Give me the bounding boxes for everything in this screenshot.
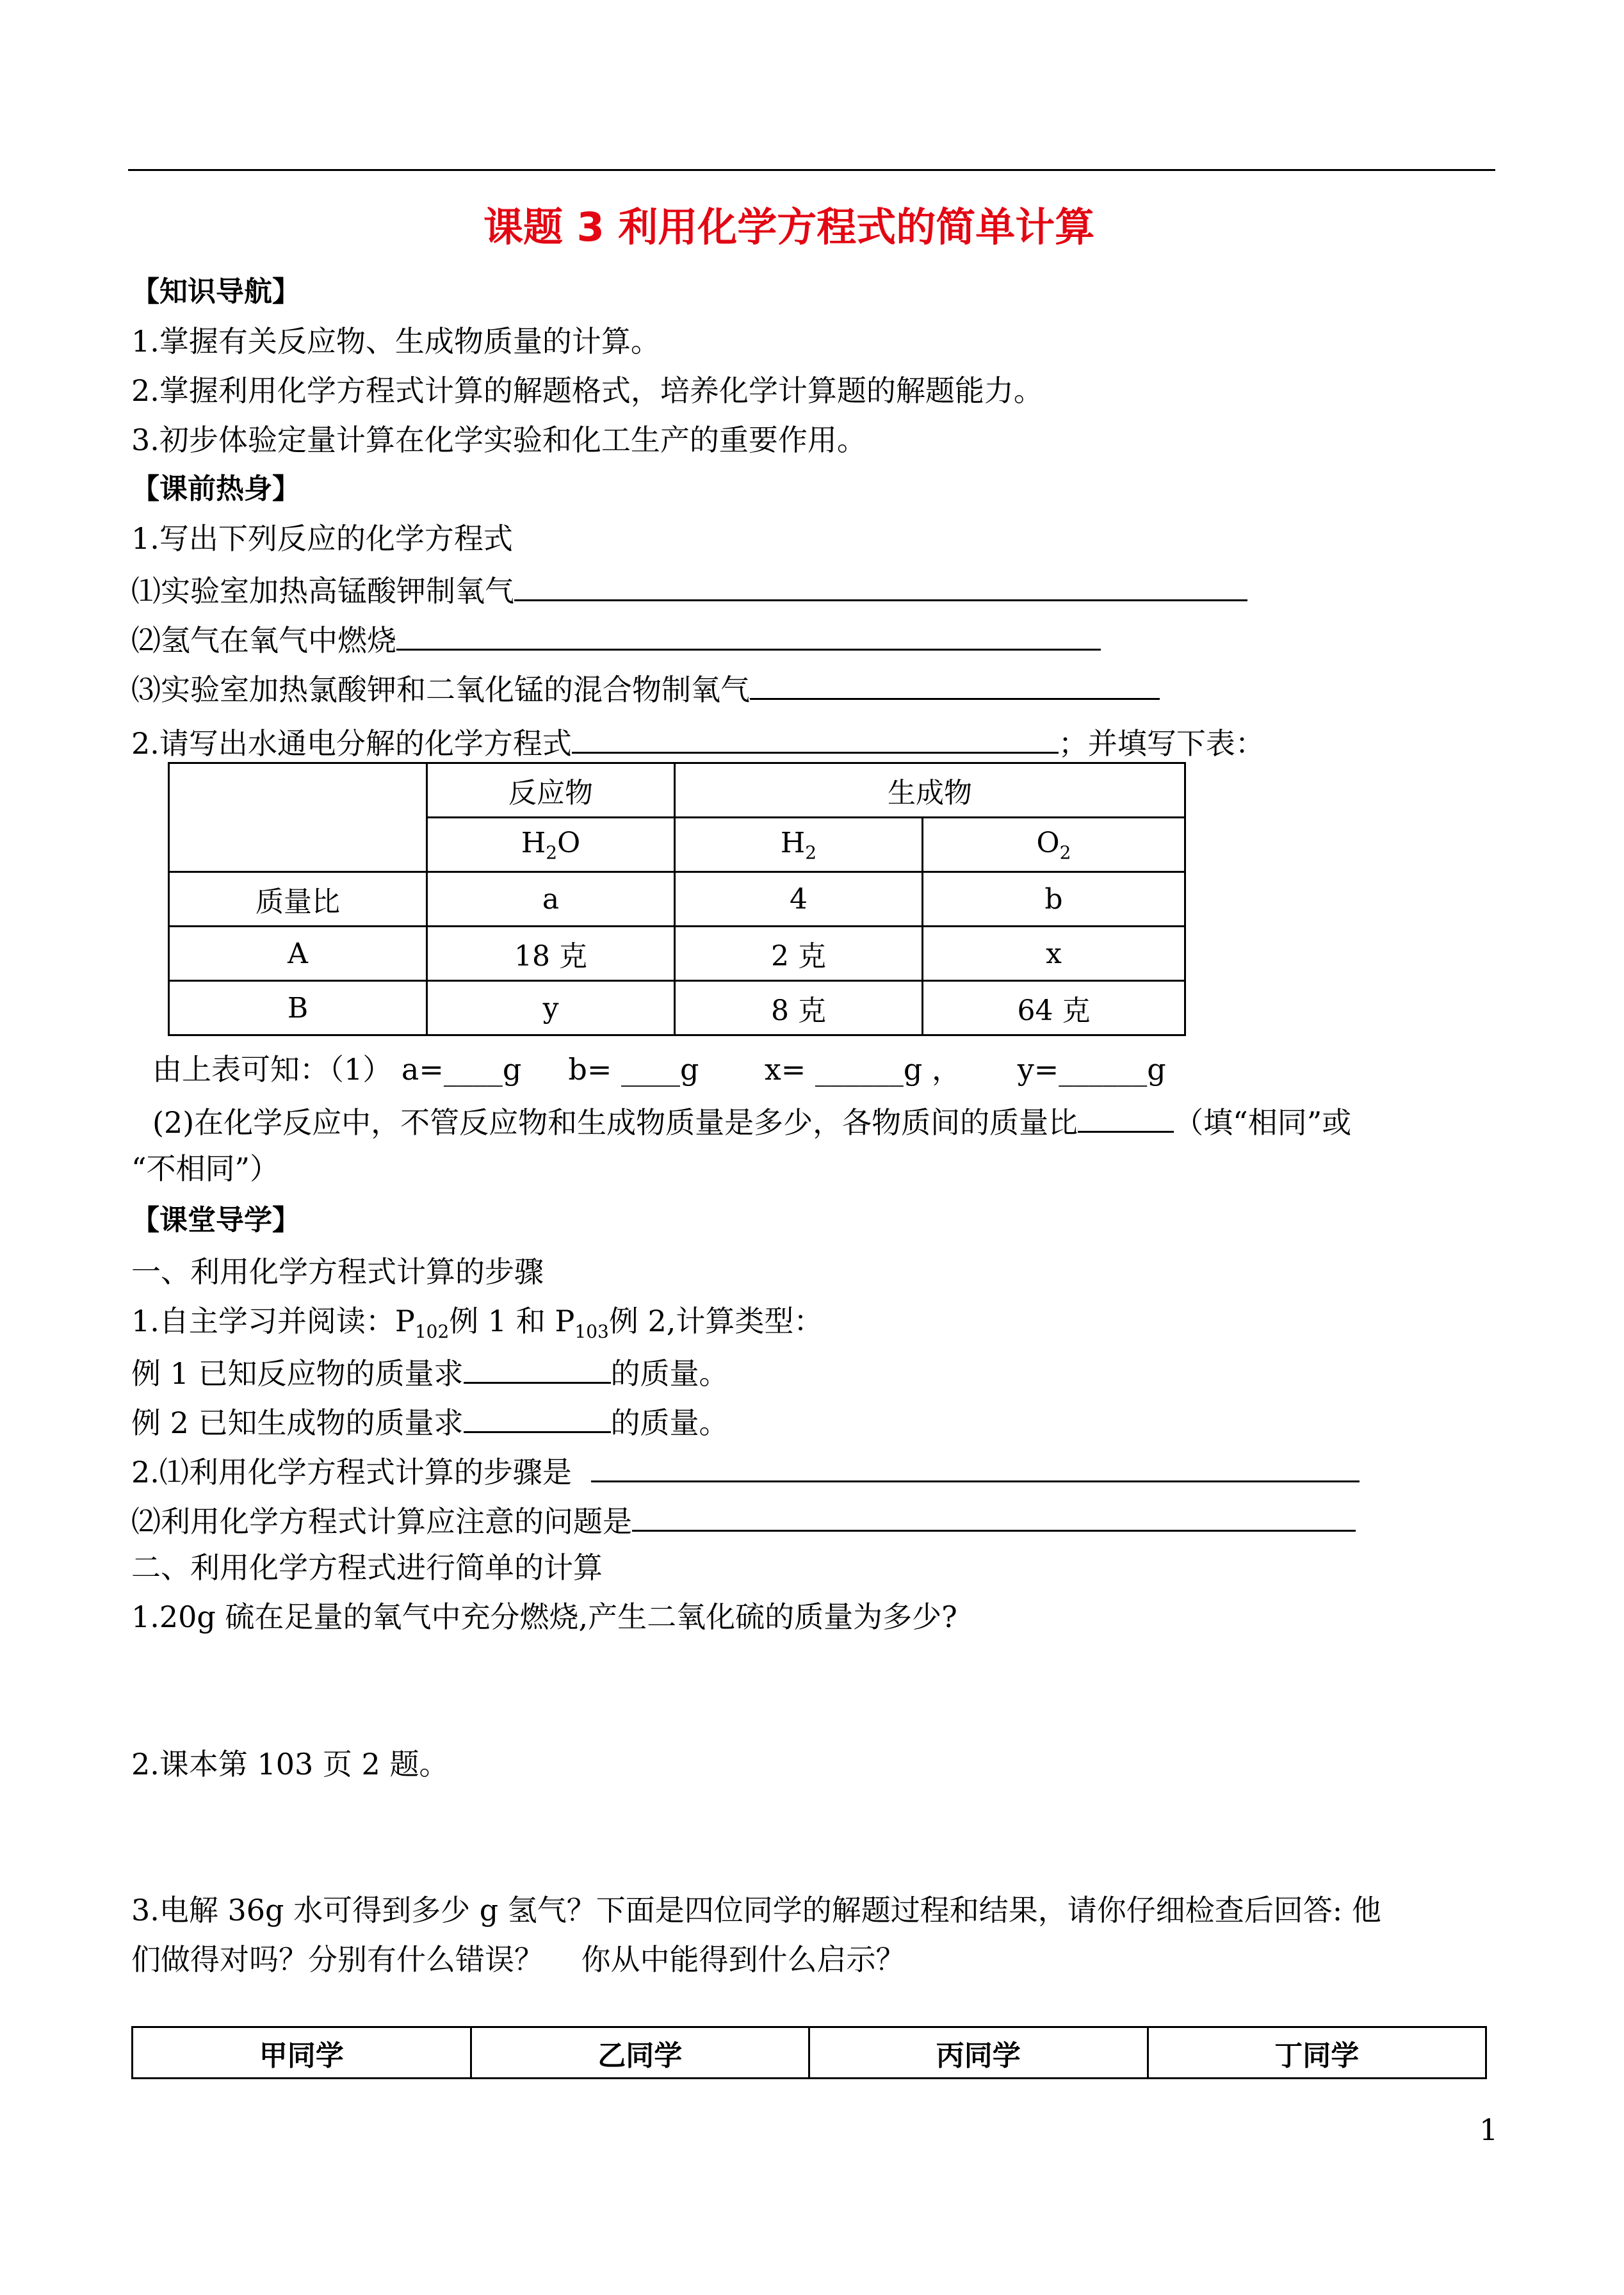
guide-example-1: 例 1 已知反应物的质量求 的质量。 [131, 1352, 729, 1391]
formula-h2o: $H_2O$ [427, 818, 675, 872]
answer-blank[interactable] [572, 722, 1059, 754]
student-header: 丁同学 [1148, 2027, 1486, 2079]
warmup-q1-b [131, 619, 1101, 658]
cell: 8 克 [675, 981, 923, 1035]
warmup-q1: 1.写出下列反应的化学方程式 [131, 521, 513, 556]
student-header: 甲同学 [133, 2027, 471, 2079]
student-header: 乙同学 [471, 2027, 809, 2079]
answer-blank[interactable] [750, 669, 1160, 700]
conclusion-2-text: (2)在化学反应中，不管反应物和生成物质量是多少，各物质间的质量比 [152, 1105, 1078, 1140]
header-product: 生成物 [675, 763, 1185, 818]
section-warmup: 【课前热身】 [131, 473, 300, 505]
guide-p2-q3-line2: 们做得对吗？分别有什么错误？ 你从中能得到什么启示？ [131, 1942, 905, 1977]
guide-p2-q2: 2.课本第 103 页 2 题。 [131, 1747, 449, 1781]
cell: b [923, 872, 1185, 927]
cell: 2 克 [675, 927, 923, 981]
mass-ratio-table [168, 762, 1186, 1036]
answer-blank[interactable] [464, 1402, 611, 1433]
guide-p1-q2b: ⑵利用化学方程式计算应注意的问题是 [131, 1500, 1356, 1539]
cell: 18 克 [427, 927, 675, 981]
answer-blank[interactable] [464, 1352, 611, 1384]
guide-p2-q3-line1: 3.电解 36g 水可得到多少 g 氢气？下面是四位同学的解题过程和结果，请你仔细检查后回答: 他 [131, 1893, 1381, 1927]
page-title: 课题 3 利用化学方程式的简单计算 [483, 204, 1095, 250]
guide-p1-q2a: 2.⑴利用化学方程式计算的步骤是 [131, 1451, 1360, 1490]
cell: 64 克 [923, 981, 1185, 1035]
warmup-q1-c-text: ⑶实验室加热氯酸钾和二氧化锰的混合物制氧气 [131, 672, 750, 707]
header-reactant: 反应物 [427, 763, 675, 818]
row-label: 质量比 [169, 872, 427, 927]
answer-blank[interactable] [1078, 1101, 1174, 1133]
table-conclusion-1: 由上表可知：（1） a=____g b= ____g x= ______g ， y=______g [152, 1052, 1166, 1087]
warmup-q1-b-text: ⑵氢气在氧气中燃烧 [131, 623, 396, 658]
students-table [131, 2026, 1487, 2079]
page-number: 1 [1479, 2113, 1498, 2147]
knowledge-item-1: 1.掌握有关反应物、生成物质量的计算。 [131, 324, 660, 359]
cell: a [427, 872, 675, 927]
answer-blank[interactable] [591, 1451, 1360, 1482]
formula-o2: $O_2$ [923, 818, 1185, 872]
guide-p1-q1: 1.自主学习并阅读：$P_{102}$例 1 和 $P_{103}$例 2,计算类型： [131, 1304, 824, 1343]
warmup-q1-c [131, 669, 1160, 708]
table-conclusion-2-line2: “不相同”） [131, 1151, 280, 1186]
knowledge-item-3: 3.初步体验定量计算在化学实验和化工生产的重要作用。 [131, 423, 866, 457]
answer-blank[interactable] [632, 1500, 1356, 1532]
cell: 4 [675, 872, 923, 927]
warmup-q2-text: 2.请写出水通电分解的化学方程式 [131, 726, 572, 761]
guide-part2: 二、利用化学方程式进行简单的计算 [131, 1550, 603, 1585]
cell: x [923, 927, 1185, 981]
answer-blank[interactable] [514, 570, 1247, 601]
conclusion-2-tail: （填“相同”或 [1174, 1105, 1352, 1140]
warmup-q2 [131, 722, 1265, 761]
cell: y [427, 981, 675, 1035]
section-guide: 【课堂导学】 [131, 1204, 300, 1237]
table-row [169, 981, 1185, 1035]
guide-p2-q1: 1.20g 硫在足量的氧气中充分燃烧,产生二氧化硫的质量为多少? [131, 1600, 957, 1634]
warmup-q1-a-text: ⑴实验室加热高锰酸钾制氧气 [131, 574, 514, 608]
top-rule [128, 169, 1495, 171]
formula-h2: $H_2$ [675, 818, 923, 872]
guide-part1: 一、利用化学方程式计算的步骤 [131, 1254, 544, 1289]
student-header: 丙同学 [809, 2027, 1148, 2079]
answer-blank[interactable] [396, 619, 1101, 651]
warmup-q2-tail: ；并填写下表： [1058, 726, 1265, 761]
table-conclusion-2 [152, 1101, 1351, 1140]
row-label: A [169, 927, 427, 981]
section-knowledge: 【知识导航】 [131, 275, 300, 308]
table-row [169, 927, 1185, 981]
table-row [169, 872, 1185, 927]
table-corner-cell [169, 763, 427, 872]
warmup-q1-a [131, 570, 1247, 609]
guide-example-2: 例 2 已知生成物的质量求 的质量。 [131, 1402, 729, 1441]
knowledge-item-2: 2.掌握利用化学方程式计算的解题格式，培养化学计算题的解题能力。 [131, 373, 1043, 408]
row-label: B [169, 981, 427, 1035]
